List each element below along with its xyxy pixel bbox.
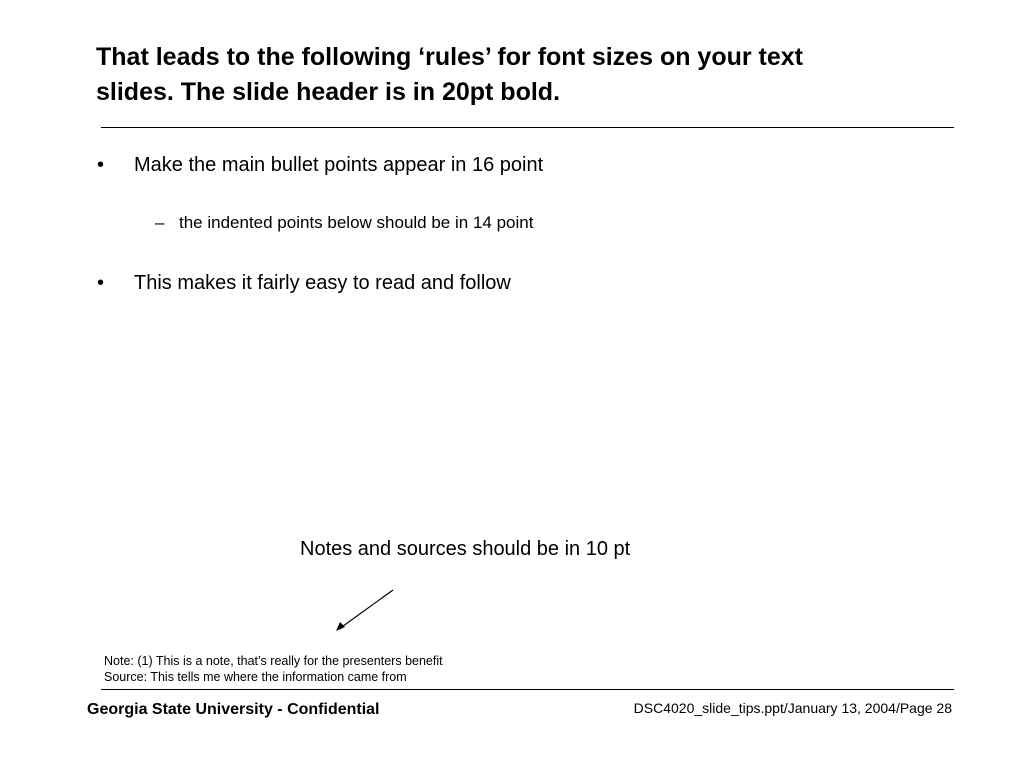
- notes-block: [104, 654, 443, 685]
- footer-organization: Georgia State University - Confidential: [87, 701, 380, 718]
- slide-title-line-2: slides. The slide header is in 20pt bold.: [96, 78, 561, 106]
- bullet-marker: •: [97, 272, 105, 294]
- footer-page-info: DSC4020_slide_tips.ppt/January 13, 2004/Page 28: [633, 700, 952, 716]
- note-line: Note: (1) This is a note, that’s really for the presenters benefit: [104, 654, 443, 668]
- bullet-text: This makes it fairly easy to read and follow: [134, 272, 511, 294]
- slide-title: [96, 40, 946, 110]
- slide-title-line-1: That leads to the following ‘rules’ for font sizes on your text: [96, 43, 804, 71]
- sub-bullet-text: the indented points below should be in 14 point: [179, 213, 534, 232]
- bullet-text: Make the main bullet points appear in 16 point: [134, 154, 544, 176]
- callout-text: Notes and sources should be in 10 pt: [300, 538, 631, 560]
- title-divider: [101, 127, 954, 128]
- arrow-icon: [330, 585, 400, 635]
- bullet-marker: •: [97, 154, 105, 176]
- source-line: Source: This tells me where the information came from: [104, 669, 407, 684]
- footer-divider: [101, 689, 954, 690]
- sub-bullet-marker: –: [155, 213, 165, 232]
